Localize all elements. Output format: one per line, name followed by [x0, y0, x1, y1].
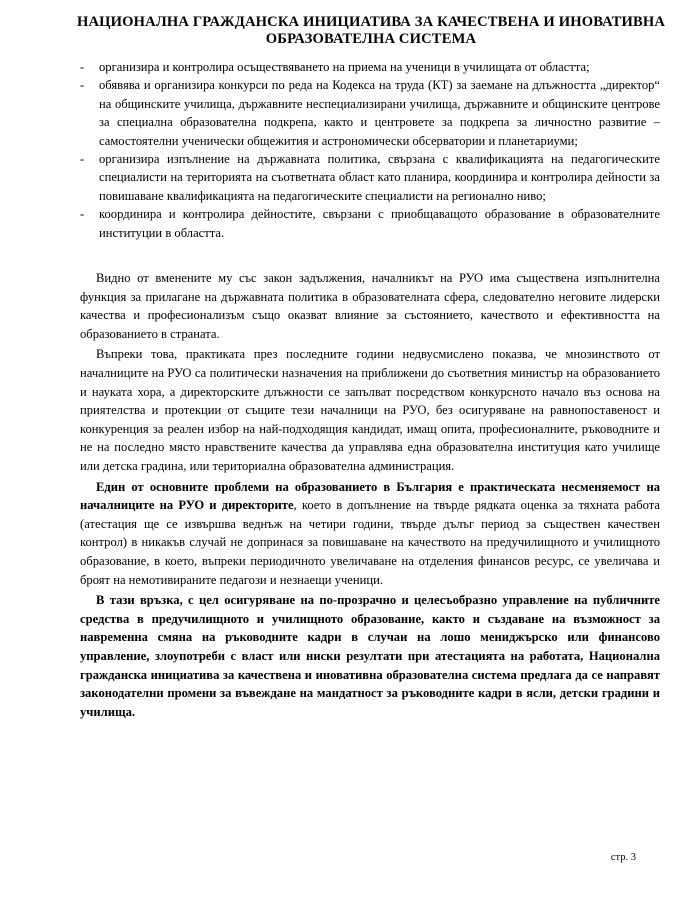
paragraph-text: Видно от вменените му със закон задължения, началникът на РУО има съществена изпълнителна функция за прилагане на държавната политика в образователната сфера, следователно неговите лидерски качества и професионализъм също оказват влияние за състоянието, качеството и ефективността на образованието в страната.	[80, 271, 660, 341]
list-item	[80, 205, 660, 242]
paragraph-emphasis: Един от основните проблеми на образованието в България е практическата несменяемост на началниците на РУО и директорите	[80, 479, 660, 513]
paragraph-proposal	[80, 591, 660, 721]
paragraph-duties-summary	[80, 269, 660, 343]
list-item-text: координира и контролира дейностите, свързани с приобщаващото образование в образователните институции в областта.	[99, 207, 660, 240]
bullet-dash: -	[80, 207, 85, 222]
bullet-dash: -	[80, 78, 85, 93]
bullet-dash: -	[80, 60, 85, 74]
list-item	[80, 150, 660, 205]
paragraph-text: , което в допълнение на твърде рядката оценка за тяхната работа (атестация ще се извършва веднъж на четири години, твърде дълъг период за съществен качествен контрол) в никакъв случай не допринася за повишаване на качеството на предучилищното и училищното образование, в което, въпреки периодичното увеличаване на отделения финансов ресурс, се увеличава и броят на немотивираните педагози и незнаещи ученици.	[80, 498, 660, 587]
bullet-dash: -	[80, 152, 85, 167]
list-item	[80, 76, 660, 150]
list-item-text: обявява и организира конкурси по реда на Кодекса на труда (КТ) за заемане на длъжността „директор“ на общинските училища, държавните неспециализирани училища, държавните и общинските центрове за специална образователна подкрепа, както и центровете за подкрепа за личностно развитие – самостоятелни ученически общежития и астрономически обсерватории и планетариуми;	[99, 78, 660, 148]
duties-list	[80, 58, 660, 242]
list-item	[80, 58, 660, 76]
paragraph-main-problem	[80, 478, 660, 590]
list-item-text: организира изпълнение на държавната политика, свързана с квалификацията на педагогическите специалисти на територията на съответната област като планира, координира и контролира дейности за повишаване квалификацията на педагогическите специалисти на регионално ниво;	[99, 152, 660, 203]
paragraph-practice	[80, 345, 660, 475]
paragraph-text: Въпреки това, практиката през последните години недвусмислено показва, че мнозинството от началниците на РУО са политически назначения на приближени до съответния министър на образованието и науката хора, а директорските длъжности се запълват посредством конкурсното начало въз основа на приятелства и протекции от същите тези началници на РУО, без осигуряване на равнопоставеност и конкуренция за реален избор на най-подходящия кандидат, имащ опита, професионалните, ръководните и не на последно място нравствените качества да управлява една образователна институция като училище или детска градина, или териториална образователна администрация.	[80, 347, 660, 473]
list-item-text: организира и контролира осъществяването на приема на ученици в училищата от областта;	[99, 60, 590, 74]
document-title: НАЦИОНАЛНА ГРАЖДАНСКА ИНИЦИАТИВА ЗА КАЧЕСТВЕНА И ИНОВАТИВНА ОБРАЗОВАТЕЛНА СИСТЕМА	[76, 14, 666, 47]
page-number: стр. 3	[610, 852, 636, 863]
paragraph-text: В тази връзка, с цел осигуряване на по-прозрачно и целесъобразно управление на публичните средства в предучилищното и училищното образование, както и създаване на възможност за навременна смяна на ръководните кадри в случаи на лошо мениджърско или финансово управление, злоупотреби с власт или ниски резултати при атестацията на работата, Национална гражданска инициатива за качествена и иновативна образователна система предлага да се направят законодателни промени за въвеждане на мандатност за ръководните кадри в ясли, детски градини и училища.	[80, 593, 660, 719]
